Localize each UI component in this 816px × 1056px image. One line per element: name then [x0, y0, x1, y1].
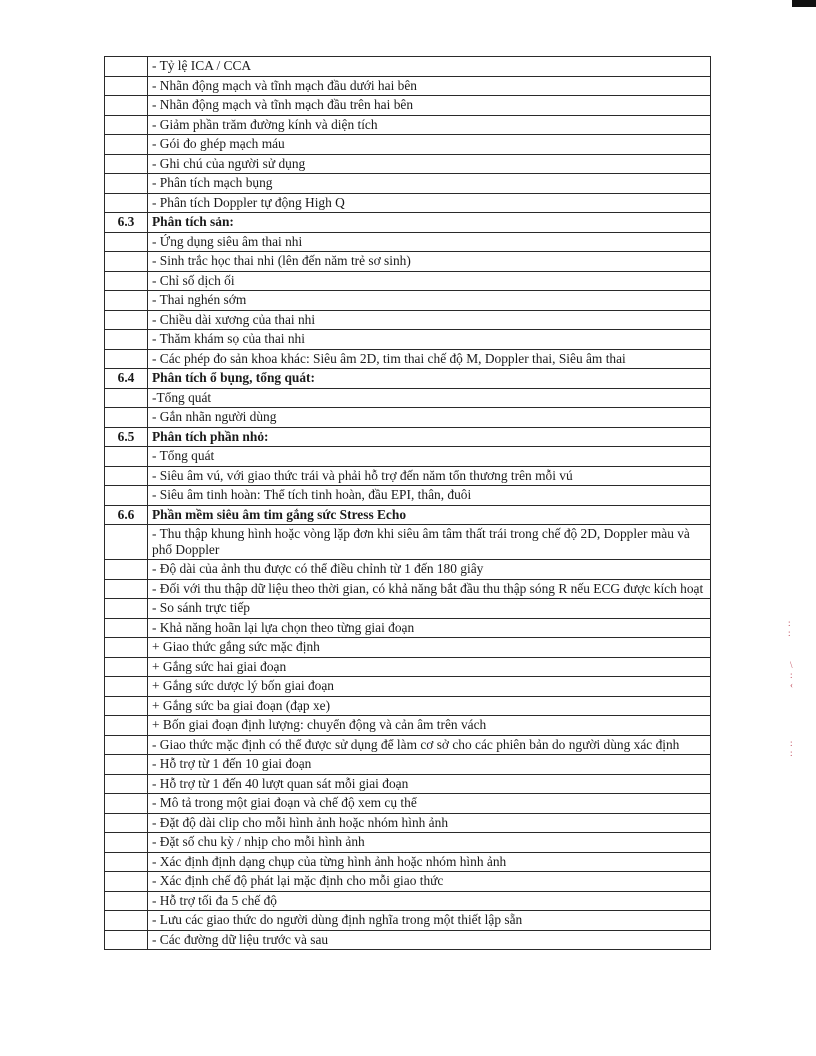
feature-cell: - Hỗ trợ tối đa 5 chế độ: [148, 891, 711, 911]
table-row: [105, 833, 711, 853]
section-title-cell: Phân tích phần nhỏ:: [148, 427, 711, 447]
feature-cell: - Tỷ lệ ICA / CCA: [148, 57, 711, 77]
feature-cell: - Các phép đo sản khoa khác: Siêu âm 2D, tim thai chế độ M, Doppler thai, Siêu âm thai: [148, 349, 711, 369]
section-number-cell: [105, 232, 148, 252]
table-row: [105, 657, 711, 677]
feature-cell: - Độ dài của ảnh thu được có thể điều chỉnh từ 1 đến 180 giây: [148, 560, 711, 580]
feature-cell: - Phân tích Doppler tự động High Q: [148, 193, 711, 213]
section-number-cell: [105, 408, 148, 428]
section-number-cell: [105, 677, 148, 697]
table-row: [105, 755, 711, 775]
feature-cell: + Gắng sức dược lý bốn giai đoạn: [148, 677, 711, 697]
feature-cell: + Gắng sức ba giai đoạn (đạp xe): [148, 696, 711, 716]
section-header-row: [105, 427, 711, 447]
specification-table-body: [105, 57, 711, 950]
section-number-cell: 6.3: [105, 213, 148, 233]
section-number-cell: [105, 755, 148, 775]
section-number-cell: [105, 330, 148, 350]
feature-cell: - Đặt số chu kỳ / nhịp cho mỗi hình ảnh: [148, 833, 711, 853]
feature-cell: - Các đường dữ liệu trước và sau: [148, 930, 711, 950]
section-number-cell: [105, 252, 148, 272]
table-row: [105, 447, 711, 467]
feature-cell: - Giao thức mặc định có thể được sử dụng để làm cơ sở cho các phiên bản do người dùng xác định: [148, 735, 711, 755]
table-row: [105, 174, 711, 194]
table-row: [105, 154, 711, 174]
scan-artifact: : :: [788, 618, 791, 638]
section-number-cell: [105, 135, 148, 155]
table-row: [105, 891, 711, 911]
table-row: [105, 388, 711, 408]
table-row: [105, 930, 711, 950]
feature-cell: - Xác định chế độ phát lại mặc định cho mỗi giao thức: [148, 872, 711, 892]
section-number-cell: [105, 447, 148, 467]
table-row: [105, 57, 711, 77]
feature-cell: + Gắng sức hai giai đoạn: [148, 657, 711, 677]
section-number-cell: [105, 618, 148, 638]
table-row: [105, 579, 711, 599]
feature-cell: - Siêu âm tinh hoàn: Thể tích tinh hoàn, đầu EPI, thân, đuôi: [148, 486, 711, 506]
feature-cell: - Đối với thu thập dữ liệu theo thời gian, có khả năng bắt đầu thu thập sóng R nếu ECG được kích hoạt: [148, 579, 711, 599]
table-row: [105, 291, 711, 311]
section-number-cell: [105, 599, 148, 619]
section-number-cell: [105, 560, 148, 580]
specification-table: [104, 56, 711, 950]
section-number-cell: [105, 174, 148, 194]
feature-cell: - Lưu các giao thức do người dùng định nghĩa trong một thiết lập sẵn: [148, 911, 711, 931]
section-header-row: [105, 213, 711, 233]
section-number-cell: [105, 525, 148, 560]
section-number-cell: [105, 891, 148, 911]
section-header-row: [105, 369, 711, 389]
section-number-cell: [105, 388, 148, 408]
section-title-cell: Phần mềm siêu âm tim gắng sức Stress Echo: [148, 505, 711, 525]
feature-cell: - Gói đo ghép mạch máu: [148, 135, 711, 155]
feature-cell: - Thu thập khung hình hoặc vòng lặp đơn khi siêu âm tâm thất trái trong chế độ 2D, Doppler màu và phổ Doppler: [148, 525, 711, 560]
section-number-cell: [105, 716, 148, 736]
table-row: [105, 135, 711, 155]
section-number-cell: [105, 696, 148, 716]
section-number-cell: [105, 115, 148, 135]
table-row: [105, 115, 711, 135]
feature-cell: + Giao thức gắng sức mặc định: [148, 638, 711, 658]
section-number-cell: [105, 154, 148, 174]
section-number-cell: [105, 486, 148, 506]
section-number-cell: [105, 774, 148, 794]
feature-cell: - Hỗ trợ từ 1 đến 40 lượt quan sát mỗi giai đoạn: [148, 774, 711, 794]
feature-cell: - Chiều dài xương của thai nhi: [148, 310, 711, 330]
section-number-cell: [105, 57, 148, 77]
section-number-cell: [105, 911, 148, 931]
section-number-cell: [105, 349, 148, 369]
table-row: [105, 252, 711, 272]
table-row: [105, 852, 711, 872]
feature-cell: - Gắn nhãn người dùng: [148, 408, 711, 428]
section-number-cell: [105, 466, 148, 486]
scan-artifact: : :: [790, 738, 793, 758]
table-row: [105, 96, 711, 116]
section-number-cell: [105, 76, 148, 96]
feature-cell: - Giảm phần trăm đường kính và diện tích: [148, 115, 711, 135]
feature-cell: - Ứng dụng siêu âm thai nhi: [148, 232, 711, 252]
section-number-cell: [105, 291, 148, 311]
feature-cell: - Hỗ trợ từ 1 đến 10 giai đoạn: [148, 755, 711, 775]
table-row: [105, 486, 711, 506]
table-row: [105, 716, 711, 736]
table-row: [105, 193, 711, 213]
table-row: [105, 794, 711, 814]
table-row: [105, 599, 711, 619]
feature-cell: - Thai nghén sớm: [148, 291, 711, 311]
feature-cell: - Chỉ số dịch ối: [148, 271, 711, 291]
feature-cell: + Bốn giai đoạn định lượng: chuyển động và cản âm trên vách: [148, 716, 711, 736]
table-row: [105, 872, 711, 892]
section-number-cell: [105, 310, 148, 330]
table-row: [105, 330, 711, 350]
feature-cell: - Tổng quát: [148, 447, 711, 467]
feature-cell: - Siêu âm vú, với giao thức trái và phải hỗ trợ đến năm tổn thương trên mỗi vú: [148, 466, 711, 486]
feature-cell: -Tổng quát: [148, 388, 711, 408]
table-row: [105, 774, 711, 794]
feature-cell: - Thăm khám sọ của thai nhi: [148, 330, 711, 350]
section-number-cell: 6.5: [105, 427, 148, 447]
feature-cell: - Phân tích mạch bụng: [148, 174, 711, 194]
section-number-cell: [105, 794, 148, 814]
feature-cell: - Nhãn động mạch và tĩnh mạch đầu dưới hai bên: [148, 76, 711, 96]
section-number-cell: [105, 96, 148, 116]
section-title-cell: Phân tích sản:: [148, 213, 711, 233]
table-row: [105, 76, 711, 96]
feature-cell: - Khả năng hoãn lại lựa chọn theo từng giai đoạn: [148, 618, 711, 638]
section-number-cell: [105, 930, 148, 950]
table-row: [105, 271, 711, 291]
table-row: [105, 813, 711, 833]
section-number-cell: [105, 813, 148, 833]
feature-cell: - Mô tả trong một giai đoạn và chế độ xem cụ thể: [148, 794, 711, 814]
table-row: [105, 232, 711, 252]
table-row: [105, 618, 711, 638]
feature-cell: - Xác định định dạng chụp của từng hình ảnh hoặc nhóm hình ảnh: [148, 852, 711, 872]
feature-cell: - Ghi chú của người sử dụng: [148, 154, 711, 174]
section-header-row: [105, 505, 711, 525]
table-row: [105, 408, 711, 428]
section-number-cell: [105, 735, 148, 755]
feature-cell: - Đặt độ dài clip cho mỗi hình ảnh hoặc nhóm hình ảnh: [148, 813, 711, 833]
section-number-cell: [105, 852, 148, 872]
feature-cell: - Sinh trắc học thai nhi (lên đến năm trẻ sơ sinh): [148, 252, 711, 272]
table-row: [105, 466, 711, 486]
scan-artifact: \ : ‹: [790, 660, 793, 690]
section-number-cell: [105, 579, 148, 599]
table-row: [105, 638, 711, 658]
table-row: [105, 349, 711, 369]
table-row: [105, 310, 711, 330]
table-row: [105, 525, 711, 560]
section-title-cell: Phân tích ổ bụng, tổng quát:: [148, 369, 711, 389]
section-number-cell: 6.4: [105, 369, 148, 389]
feature-cell: - So sánh trực tiếp: [148, 599, 711, 619]
section-number-cell: [105, 657, 148, 677]
section-number-cell: [105, 872, 148, 892]
section-number-cell: [105, 193, 148, 213]
table-row: [105, 677, 711, 697]
table-row: [105, 911, 711, 931]
feature-cell: - Nhãn động mạch và tĩnh mạch đầu trên hai bên: [148, 96, 711, 116]
section-number-cell: [105, 638, 148, 658]
table-row: [105, 735, 711, 755]
section-number-cell: 6.6: [105, 505, 148, 525]
table-row: [105, 560, 711, 580]
table-row: [105, 696, 711, 716]
section-number-cell: [105, 833, 148, 853]
section-number-cell: [105, 271, 148, 291]
scan-corner-mark: [792, 0, 816, 7]
